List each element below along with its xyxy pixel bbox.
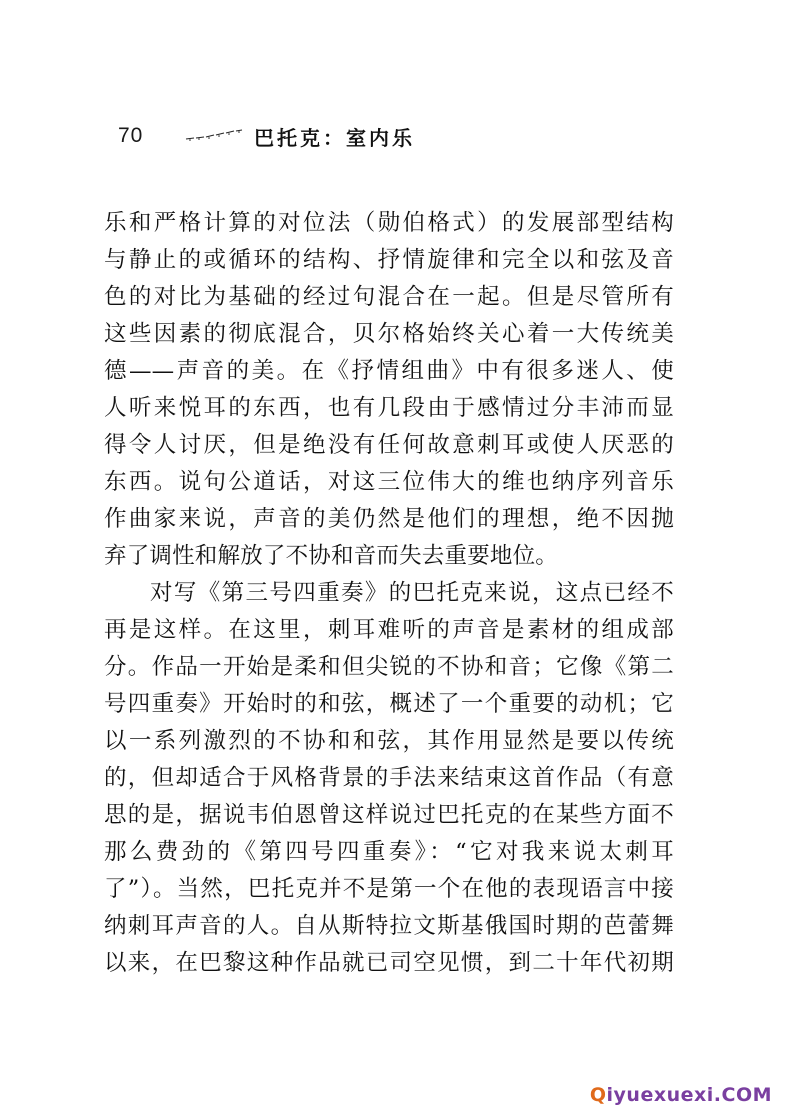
text-line: 纳刺耳声音的人。自从斯特拉文斯基俄国时期的芭蕾舞 [104, 913, 674, 939]
text-line: 号四重奏》开始时的和弦，概述了一个重要的动机；它 [104, 691, 674, 717]
text-line: 与静止的或循环的结构、抒情旋律和完全以和弦及音 [104, 247, 674, 273]
text-line: 人听来悦耳的东西，也有几段由于感情过分丰沛而显 [104, 395, 674, 421]
text-line: 东西。说句公道话，对这三位伟大的维也纳序列音乐 [104, 469, 674, 495]
paragraph-start-line: 对写《第三号四重奏》的巴托克来说，这点已经不 [150, 580, 674, 606]
watermark-text: iyuexuexi.COM [606, 1084, 772, 1106]
text-line: 再是这样。在这里，刺耳难听的声音是素材的组成部 [104, 617, 674, 643]
site-watermark [590, 1084, 772, 1106]
text-line: 分。作品一开始是柔和但尖锐的不协和音；它像《第二 [104, 654, 674, 680]
watermark-initial: Q [589, 1084, 607, 1106]
running-title: 巴托克：室内乐 [254, 126, 415, 150]
text-line: 作曲家来说，声音的美仍然是他们的理想，绝不因抛 [104, 506, 674, 532]
text-line: 得令人讨厌，但是绝没有任何故意刺耳或使人厌恶的 [104, 432, 674, 458]
text-line: 乐和严格计算的对位法（勋伯格式）的发展部型结构 [104, 210, 674, 236]
text-line: 思的是，据说韦伯恩曾这样说过巴托克的在某些方面不 [104, 802, 674, 828]
text-line: 德——声音的美。在《抒情组曲》中有很多迷人、使 [104, 358, 674, 384]
text-line: 那么费劲的《第四号四重奏》：“它对我来说太刺耳 [104, 839, 674, 865]
text-line: 以来，在巴黎这种作品就已司空见惯，到二十年代初期 [104, 950, 674, 976]
paragraph-end-line: 弃了调性和解放了不协和音而失去重要地位。 [104, 543, 559, 569]
page-header [118, 122, 518, 154]
text-line: 这些因素的彻底混合，贝尔格始终关心着一大传统美 [104, 321, 674, 347]
text-line: 的，但却适合于风格背景的手法来结束这首作品（有意 [104, 765, 674, 791]
page-number: 70 [118, 124, 144, 147]
text-line: 了”）。当然，巴托克并不是第一个在他的表现语言中接 [104, 876, 674, 902]
text-line: 色的对比为基础的经过句混合在一起。但是尽管所有 [104, 284, 674, 310]
header-ornament [184, 128, 244, 142]
body-text [104, 205, 674, 982]
text-line: 以一系列激烈的不协和和弦，其作用显然是要以传统 [104, 728, 674, 754]
